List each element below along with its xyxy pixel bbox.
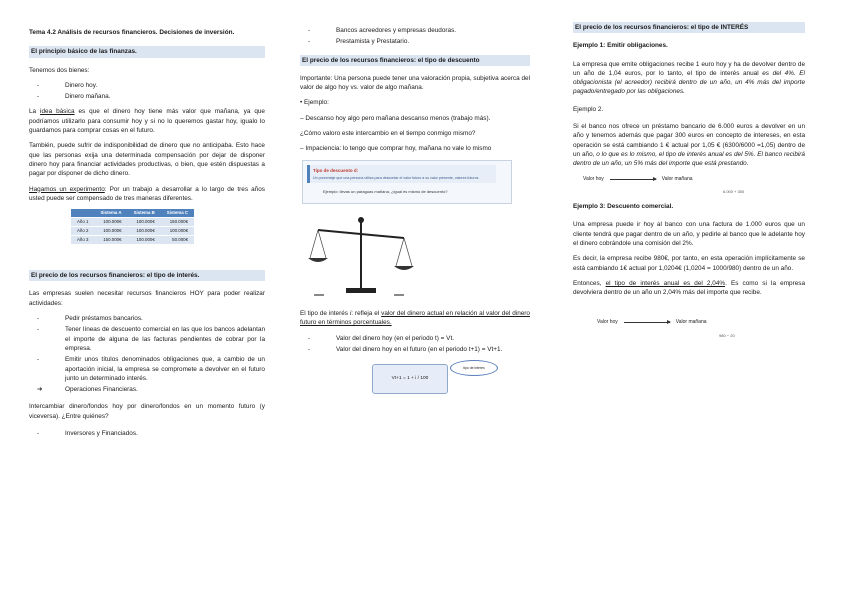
- paragraph-ejemplo-3: Una empresa puede ir hoy al banco con una factura de 1.000 euros que un cliente tendrá que pagar dentro de un año, y pedirle al banco que le adelante hoy el dinero cobrándole una comisión del 2%.: [573, 221, 805, 248]
- paragraph-ejemplo-1: La empresa que emite obligaciones recibe 1 euro hoy y ha de devolver dentro de un año de 1,04 euros, por lo tanto, el tipo de interés anual es del 4%. El obligacionista (el acreedor) recibirá dentro de un año, un 4% más del importe pagado/entregado por las obligaciones.: [573, 60, 805, 96]
- paragraph-intercambiar: Intercambiar dinero/fondos hoy por dinero/fondos en un momento futuro (y viceversa). ¿Entre quiénes?: [29, 403, 265, 420]
- column-3: [573, 22, 805, 340]
- timeline-2-note: 980 − 20: [719, 332, 735, 338]
- list-item: - Dinero mañana.: [37, 93, 111, 101]
- paragraph-tipo-interes: El tipo de interés i: refleja el valor del dinero actual en relación al valor del dinero futuro en términos porcentuales.: [300, 309, 530, 327]
- paragraph-experimento: Hagamos un experimento: Por un trabajo a desarrollar a lo largo de tres años usted puede ser compensado de tres maneras diferentes.: [29, 185, 265, 202]
- table-row: Año 2 100.000€ 100.000€ 100.000€: [71, 227, 194, 236]
- list-item: - Valor del dinero hoy en el futuro (en el periodo t+1) = Vt+1.: [308, 345, 503, 353]
- list-valores: [300, 334, 530, 355]
- list-bancos: [300, 26, 530, 47]
- list-item: - Dinero hoy.: [37, 81, 98, 89]
- paragraph-cuanto: ¿Cómo valoro este intercambio en el tiempo conmigo mismo?: [300, 130, 476, 138]
- interest-oval-annotation: tipo de interés: [450, 360, 498, 376]
- paragraph-es-decir: Es decir, la empresa recibe 980€, por tanto, en esta operación implícitamente se está cambiando 1€ actual por 1,0204€ (1,0204 = 1000/980) dentro de un año.: [573, 255, 805, 272]
- paragraph-ejemplo-2: Si el banco nos ofrece un préstamo bancario de 6.000 euros a devolver en un año y tenemos además que pagar 300 euros en concepto de intereses, en esta operación se está cambiando 1 € actual por 1,05 € (6300/6000 =1,05) dentro de un año, o lo que es lo mismo, el tipo de interés anual es del 5%. El banco recibirá dentro de un año, un 5% más del importe que está prestando.: [573, 123, 805, 168]
- formula-box: Vt+1 = 1 + i / 100: [372, 364, 448, 394]
- paragraph-importante: Importante: Una persona puede tener una valoración propia, subjetiva acerca del valor de algo hoy vs. valor de algo mañana.: [300, 74, 530, 92]
- list-bienes: [29, 81, 265, 102]
- arrow-icon: [624, 322, 670, 323]
- section-heading-descuento: El precio de los recursos financieros: el tipo de descuento: [300, 55, 530, 66]
- table-row: Año 1 100.000€ 100.000€ 150.000€: [71, 218, 194, 227]
- arrow-icon: ➔: [37, 386, 43, 394]
- table-header-row: Sistema A Sistema B Sistema C: [71, 209, 194, 218]
- paragraph-tenemos: Tenemos dos bienes:: [29, 66, 90, 74]
- section-heading-interes: El precio de los recursos financieros: el tipo de interés.: [29, 270, 265, 281]
- section-heading-principio: El principio básico de las finanzas.: [29, 46, 265, 57]
- paragraph-empresas: Las empresas suelen necesitar recursos financieros HOY para poder realizar actividades:: [29, 290, 265, 307]
- list-actividades: [29, 314, 265, 394]
- table-row: Año 3 150.000€ 100.000€ 50.000€: [71, 236, 194, 245]
- list-item: ➔ Operaciones Financieras.: [37, 386, 138, 394]
- section-heading-interes-3: El precio de los recursos financieros: el tipo de INTERÉS: [573, 22, 805, 33]
- document-title: Tema 4.2 Análisis de recursos financieros. Decisiones de inversión.: [29, 29, 235, 36]
- paragraph-ejemplo: • Ejemplo:: [300, 99, 329, 107]
- example-1-title: Ejemplo 1: Emitir obligaciones.: [573, 42, 668, 50]
- list-item: - Valor del dinero hoy (en el periodo t) = Vt.: [308, 334, 454, 342]
- list-item: - Emitir unos títulos denominados obligaciones que, a cambio de un aportación inicial, la empresa se compromete a devolver en el futuro junto un determinado interés.: [37, 356, 265, 382]
- example-2-title: Ejemplo 2.: [573, 105, 604, 113]
- column-1: [29, 22, 265, 444]
- example-3-title: Ejemplo 3: Descuento comercial.: [573, 203, 674, 211]
- slide-banner: Tipo de descuento d: Un porcentaje que una persona utiliza para descontar el valor futuro a su valor presente, valores futuros: [307, 165, 496, 183]
- list-item: - Inversores y Financiados.: [37, 430, 138, 438]
- formula-area: [300, 360, 530, 394]
- descuento-slide-image: Tipo de descuento d: Un porcentaje que una persona utiliza para descontar el valor futuro a su valor presente, valores futuros Ejemplo: llevas un paraguas mañana, ¿igual es mismo de descuento?: [302, 160, 512, 204]
- timeline-1: Valor hoy Valor mañana: [583, 175, 693, 182]
- comparison-table: [71, 209, 194, 244]
- balance-scale-icon: [306, 210, 416, 300]
- list-item: - Prestamista y Prestatario.: [308, 38, 410, 46]
- timeline-2: Valor hoy Valor mañana: [597, 318, 707, 325]
- list-item: - Pedir préstamos bancarios.: [37, 315, 143, 323]
- paragraph-tambien: También, puede sufrir de indisponibilidad de dinero que no anticipaba. Esto hace que las personas exija una determinada compensación por dejar de disponer dinero hoy para financiar actividades productivas, o bien, que estén dispuestas a pagar por disponer de dicho dinero.: [29, 142, 265, 178]
- paragraph-idea: La idea básica es que el dinero hoy tiene más valor que mañana, ya que podríamos utilizarlo para consumir hoy y si no lo queremos gastar hoy, igualo lo guardamos para comprar cosas en el futuro.: [29, 108, 265, 135]
- paragraph-entonces: Entonces, el tipo de interés anual es del 2,04%. Es como si la empresa devolviera dentro de un año un 2,04% más del importe que recibe.: [573, 279, 806, 297]
- list-quienes: [29, 429, 265, 438]
- paragraph-impaciencia: – Impaciencia: lo tengo que comprar hoy, mañana no vale lo mismo: [300, 145, 492, 153]
- column-2: [300, 22, 530, 394]
- list-item: - Bancos acreedores y empresas deudoras.: [308, 27, 457, 34]
- list-item: - Tener líneas de descuento comercial en las que los bancos adelantan el importe de alguna de las facturas pendientes de cobrar por la empresa.: [37, 326, 265, 352]
- paragraph-descanso: – Descanso hoy algo pero mañana descanso menos (trabajo más).: [300, 114, 491, 122]
- timeline-1-note: 6.000 + 300: [723, 188, 745, 194]
- arrow-icon: [610, 179, 656, 180]
